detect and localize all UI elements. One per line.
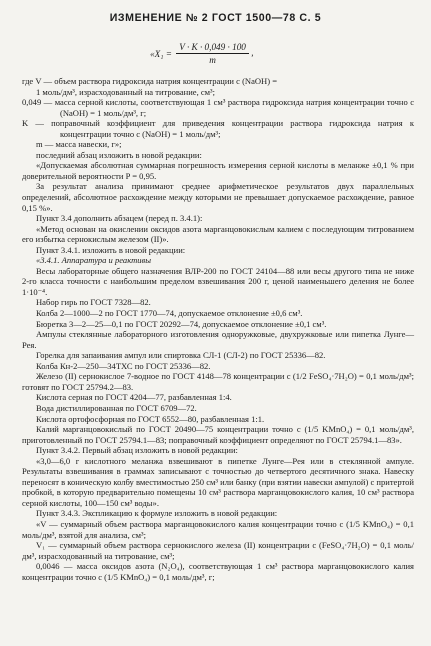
text-line: Ампулы стеклянные лабораторного изготовления одноружковые, двухружковые или пипетка Лунге—Рея. bbox=[22, 329, 414, 350]
text-line: Кислота серная по ГОСТ 4204—77, разбавленная 1:4. bbox=[36, 392, 232, 403]
text-line: последний абзац изложить в новой редакции: bbox=[36, 149, 202, 160]
page-header: ИЗМЕНЕНИЕ № 2 ГОСТ 1500—78 С. 5 bbox=[109, 12, 322, 24]
text-line: «3,0—6,0 г кислотного меланжа взвешивают в пипетке Лунге—Рея или в стеклянной ампуле. Результаты взвешивания в граммах записывают с точностью до четвертого десятичного знака. Навеску переносят в коническую колбу вместимостью 250 см³ или банку (при взятии навески ампулой) с притертой пробкой, в которую предварительно помещены 10 см³ раствора марганцовокислого калия, 10 см³ раствора серной кислоты, 100—150 см³ воды». bbox=[22, 455, 414, 508]
text-line: За результат анализа принимают среднее арифметическое результатов двух параллельных определений, абсолютное расхождение между которыми не превышает допускаемое расхождение, равное 0,15 %». bbox=[22, 181, 414, 213]
text-line: Пункт 3.4 дополнить абзацем (перед п. 3.4.1): bbox=[36, 213, 203, 224]
text-line: V₁ — суммарный объем раствора сернокислого железа (II) концентрации c (FeSO₄·7H₂O) = 0,1 моль/дм³, израсходованный на титрование, см³; bbox=[22, 540, 414, 561]
document-body bbox=[22, 76, 414, 582]
text-line: Колба Кн-2—250—34ТХС по ГОСТ 25336—82. bbox=[36, 360, 211, 371]
text-line: Пункт 3.4.1. изложить в новой редакции: bbox=[36, 244, 186, 255]
text-line: Весы лабораторные общего назначения ВЛР-200 по ГОСТ 24104—88 или весы другого типа не ниже 2-го класса точности с наибольшим пределом взвешивания 200 г, ценой наименьшего деления не более 1·10⁻⁴. bbox=[22, 265, 414, 297]
text-line: Кислота ортофосфорная по ГОСТ 6552—80, разбавленная 1:1. bbox=[36, 413, 265, 424]
formula-fraction bbox=[176, 42, 249, 65]
text-line: Набор гирь по ГОСТ 7328—82. bbox=[36, 297, 151, 308]
text-line: Пункт 3.4.2. Первый абзац изложить в новой редакции: bbox=[36, 445, 238, 456]
formula-denominator: m bbox=[209, 55, 216, 65]
text-line: Бюретка 3—2—25—0,1 по ГОСТ 20292—74, допускаемое отклонение ±0,1 см³. bbox=[36, 318, 327, 329]
text-line: «V — суммарный объем раствора марганцовокислого калия концентрации точно c (1/5 KMnO₄) = 0,1 моль/дм³, взятой для анализа, см³; bbox=[22, 518, 414, 540]
text-line: «Допускаемая абсолютная суммарная погрешность измерения серной кислоты в меланже ±0,1 % при доверительной вероятности P = 0,95. bbox=[22, 160, 414, 181]
text-line: где V — объем раствора гидроксида натрия концентрации c (NaOH) = bbox=[22, 76, 278, 86]
text-line: m — масса навески, г»; bbox=[36, 139, 122, 150]
formula-x1 bbox=[150, 42, 254, 65]
text-line: Колба 2—1000—2 по ГОСТ 1770—74, допускаемое отклонение ±0,6 см³. bbox=[36, 308, 303, 319]
text-line: K — поправочный коэффициент для приведения концентрации раствора гидроксида натрия к концентрации точно c (NaOH) = 1 моль/дм³; bbox=[22, 118, 414, 139]
formula-tail: , bbox=[251, 47, 254, 58]
text-line: Вода дистиллированная по ГОСТ 6709—72. bbox=[36, 402, 197, 413]
text-line: 0,049 — масса серной кислоты, соответствующая 1 см³ раствора гидроксида натрия концентрации точно c (NaOH) = 1 моль/дм³, г; bbox=[22, 97, 414, 118]
text-line: 1 моль/дм³, израсходованный на титрование, см³; bbox=[36, 86, 215, 97]
text-line: Горелка для запаивания ампул или спиртовка СЛ-1 (СЛ-2) по ГОСТ 25336—82. bbox=[36, 350, 326, 361]
text-line: Пункт 3.4.3. Экспликацию к формуле изложить в новой редакции: bbox=[36, 508, 278, 519]
text-line: Железо (II) сернокислое 7-водное по ГОСТ 4148—78 концентрации c (1/2 FeSO₄·7H₂O) = 0,1 моль/дм³; готовят по ГОСТ 25794.2—83. bbox=[22, 371, 414, 392]
text-line: Калий марганцовокислый по ГОСТ 20490—75 концентрации точно c (1/5 KMnO₄) = 0,1 моль/дм³, приготовленный по ГОСТ 25794.1—83; поправочный коэффициент определяют по ГОСТ 25794.1—83». bbox=[22, 424, 414, 445]
text-line: 0,0046 — масса оксидов азота (N₂O₄), соответствующая 1 см³ раствора марганцовокислого калия концентрации точно c (1/5 KMnO₄) = 0,1 моль/дм³, г; bbox=[22, 561, 414, 582]
formula-lhs: «X₁ = bbox=[150, 48, 172, 59]
section-heading: «3.4.1. Аппаратура и реактивы bbox=[36, 255, 152, 266]
formula-numerator: V · K · 0,049 · 100 bbox=[176, 42, 249, 54]
text-line: «Метод основан на окислении оксидов азота марганцовокислым калием с последующим титрованием его избытка сернокислым железом (II)». bbox=[22, 223, 414, 245]
